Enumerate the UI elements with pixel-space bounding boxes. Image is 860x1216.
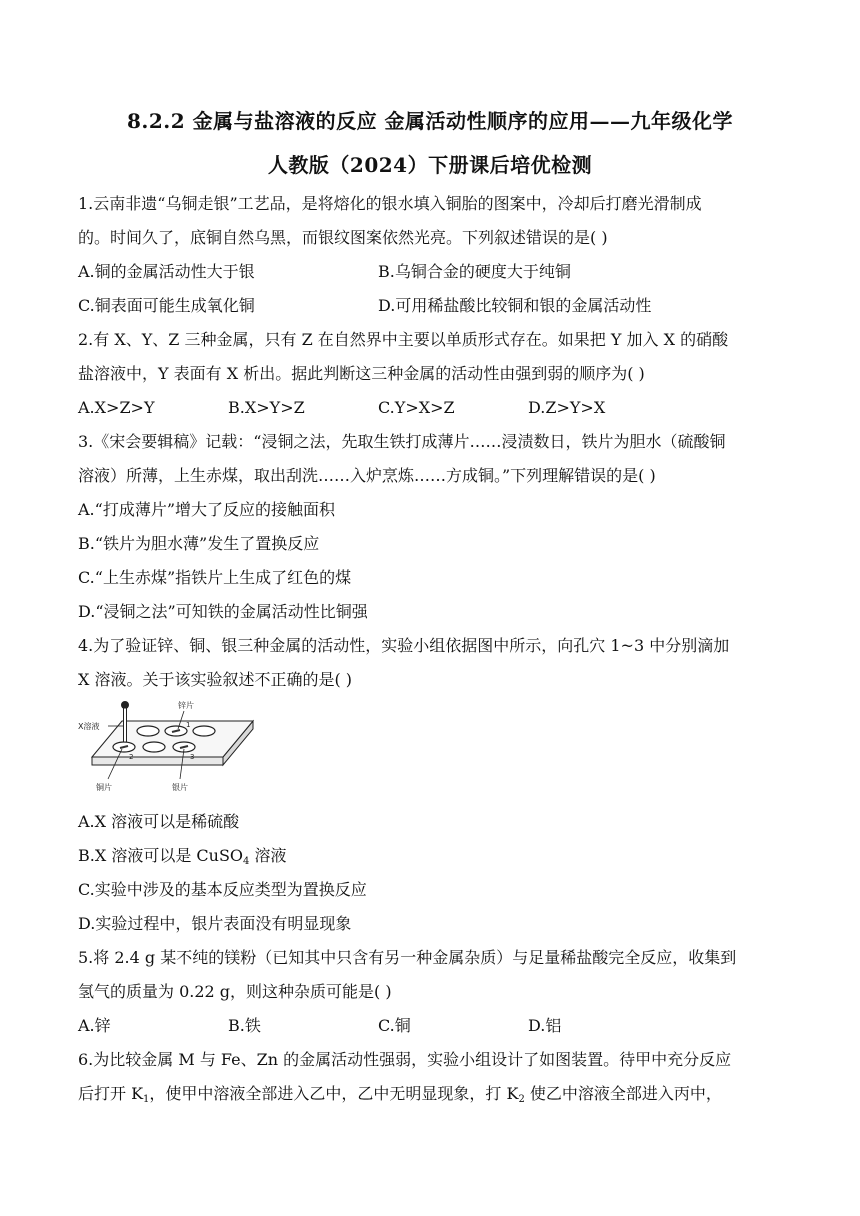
q4-option-c: C.实验中涉及的基本反应类型为置换反应 [78,880,367,899]
q2-option-a: A.X>Z>Y [78,398,155,417]
q2-stem-line2: 盐溶液中，Y 表面有 X 析出。据此判断这三种金属的活动性由强到弱的顺序为( ) [78,364,645,383]
q6-k1-subscript: 1 [143,1094,150,1105]
q1-stem-line2: 的。时间久了，底铜自然乌黑，而银纹图案依然光亮。下列叙述错误的是( ) [78,228,608,247]
q6-stem-part-c: 使乙中溶液全部进入丙中， [524,1084,722,1103]
q4-option-b-text: B.X 溶液可以是 CuSO [78,846,244,865]
q2-option-c: C.Y>X>Z [378,398,455,417]
q2-option-b: B.X>Y>Z [228,398,305,417]
q5-stem-line2: 氢气的质量为 0.22 g，则这种杂质可能是( ) [78,982,392,1001]
well-back-1 [137,726,159,736]
well-number-1: 1 [186,721,191,729]
q4-stem-line2: X 溶液。关于该实验叙述不正确的是( ) [78,670,353,689]
well-back-3 [193,726,215,736]
q1-option-a: A.铜的金属活动性大于银 [78,262,255,281]
q2-stem-line1: 2.有 X、Y、Z 三种金属，只有 Z 在自然界中主要以单质形式存在。如果把 Y 加入 X 的硝酸 [78,330,729,349]
q1-option-c: C.铜表面可能生成氧化铜 [78,296,255,315]
q3-option-a: A.“打成薄片”增大了反应的接触面积 [78,500,336,519]
q4-option-a: A.X 溶液可以是稀硫酸 [78,812,240,831]
q5-stem-line1: 5.将 2.4 g 某不纯的镁粉（已知其中只含有另一种金属杂质）与足量稀盐酸完全反应，收集到 [78,948,737,967]
well-number-3: 3 [190,753,195,761]
q2-options-row [78,391,778,425]
plate-front-face [92,757,223,765]
q4-option-b-subscript: 4 [243,856,250,867]
q5-option-a: A.锌 [78,1016,111,1035]
q5-option-c: C.铜 [378,1016,411,1035]
well-number-2: 2 [129,753,134,761]
q1-options-row1 [78,255,778,289]
q1-stem-line1: 1.云南非遗“乌铜走银”工艺品，是将熔化的银水填入铜胎的图案中，冷却后打磨光滑制成 [78,194,702,213]
q3-stem-line1: 3.《宋会要辑稿》记载：“浸铜之法，先取生铁打成薄片……浸渍数日，铁片为胆水（硫酸铜 [78,432,726,451]
well-front-mid [143,742,165,752]
q3-option-b: B.“铁片为胆水薄”发生了置换反应 [78,534,320,553]
question-list [78,187,778,1111]
q6-k2-subscript: 2 [518,1094,525,1105]
q5-option-d: D.铝 [528,1016,562,1035]
label-zinc: 锌片 [178,701,194,710]
q6-stem-line1: 6.为比较金属 M 与 Fe、Zn 的金属活动性强弱，实验小组设计了如图装置。待甲中充分反应 [78,1050,732,1069]
q3-option-d: D.“浸铜之法”可知铁的金属活动性比铜强 [78,602,368,621]
q6-stem-part-a: 后打开 K [78,1084,144,1103]
dropper-tube-icon [124,708,127,742]
q3-stem-line2: 溶液）所薄，上生赤煤，取出刮洗……入炉烹炼……方成铜。”下列理解错误的是( ) [78,466,656,485]
label-silver: 银片 [172,783,188,792]
document-title-line1: 8.2.2 金属与盐溶液的反应 金属活动性顺序的应用——九年级化学 [126,109,734,133]
q4-option-b-tail: 溶液 [249,846,287,865]
q2-option-d: D.Z>Y>X [528,398,606,417]
q1-options-row2 [78,289,778,323]
q4-well-plate-figure [78,697,778,805]
document-title-line2: 人教版（2024）下册课后培优检测 [267,153,593,177]
q3-option-c: C.“上生赤煤”指铁片上生成了红色的煤 [78,568,352,587]
label-copper: 铜片 [96,783,112,792]
q4-option-b [78,839,778,873]
q1-option-b: B.乌铜合金的硬度大于纯铜 [378,262,571,281]
q1-option-d: D.可用稀盐酸比较铜和银的金属活动性 [378,296,652,315]
q6-stem-part-b: ，使甲中溶液全部进入乙中，乙中无明显现象，打 K [149,1084,519,1103]
q6-stem-line2 [78,1077,778,1111]
q4-stem-line1: 4.为了验证锌、铜、银三种金属的活动性，实验小组依据图中所示，向孔穴 1~3 中分别滴加 [78,636,730,655]
q4-option-d: D.实验过程中，银片表面没有明显现象 [78,914,352,933]
q5-option-b: B.铁 [228,1016,261,1035]
q5-options-row [78,1009,778,1043]
well-plate-diagram [78,699,268,803]
label-x-solution: X溶液 [78,722,100,731]
